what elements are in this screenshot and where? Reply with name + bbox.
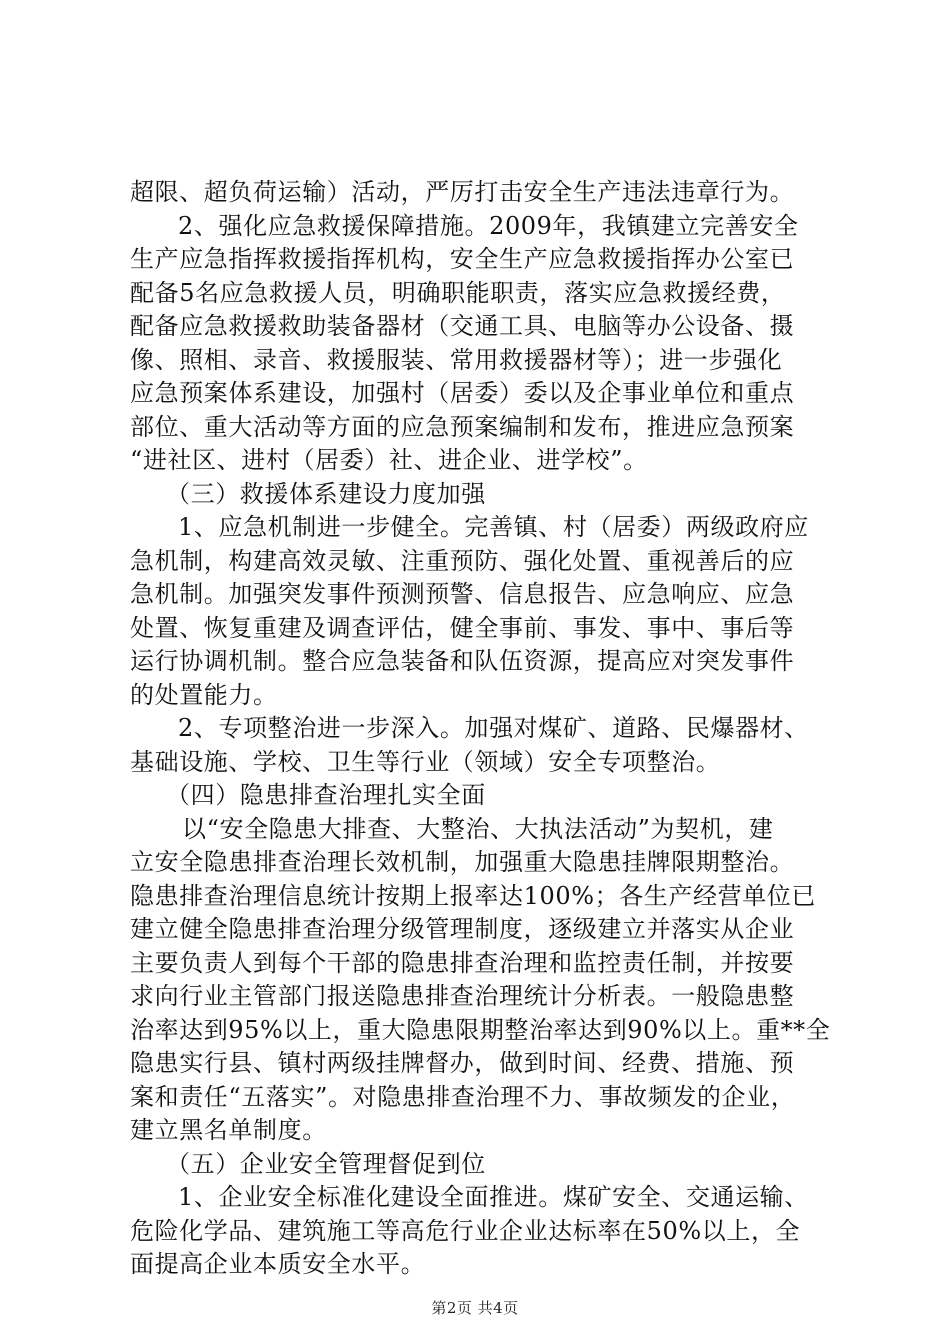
text-line: 生产应急指挥救援指挥机构，安全生产应急救援指挥办公室已 [130,245,795,273]
text-line: 立安全隐患排查治理长效机制，加强重大隐患挂牌限期整治。 [130,848,795,876]
text-line: 案和责任“五落实”。对隐患排查治理不力、事故频发的企业， [130,1082,796,1111]
text-line: （五）企业安全管理督促到位 [166,1149,486,1178]
text-line: 基础设施、学校、卫生等行业（领域）安全专项整治。 [130,747,721,776]
text-line: 配备5名应急救援人员，明确职能职责，落实应急救援经费， [130,278,786,307]
text-line: 建立健全隐患排查治理分级管理制度，逐级建立并落实从企业 [130,915,795,943]
text-line: 面提高企业本质安全水平。 [130,1250,426,1278]
text-line: 超限、超负荷运输）活动，严厉打击安全生产违法违章行为。 [130,178,795,206]
body-text [130,176,830,1282]
text-line: 隐患实行县、镇村两级挂牌督办，做到时间、经费、措施、预 [130,1049,795,1077]
text-line: 配备应急救援救助装备器材（交通工具、电脑等办公设备、摄 [130,312,795,340]
text-line: 运行协调机制。整合应急装备和队伍资源，提高应对突发事件 [130,647,795,675]
text-line: （三）救援体系建设力度加强 [166,479,486,508]
page-footer: 第2页 共4页 [431,1299,519,1317]
text-line: 求向行业主管部门报送隐患排查治理统计分析表。一般隐患整 [130,982,795,1010]
text-line: 处置、恢复重建及调查评估，健全事前、事发、事中、事后等 [130,613,795,642]
text-line: 像、照相、录音、救援服装、常用救援器材等）；进一步强化 [130,345,783,374]
text-line: 主要负责人到每个干部的隐患排查治理和监控责任制，并按要 [130,948,795,977]
text-line: 以“安全隐患大排查、大整治、大执法活动”为契机，建 [182,814,774,843]
text-line: 急机制。加强突发事件预测预警、信息报告、应急响应、应急 [130,580,795,608]
text-line: 2、强化应急救援保障措施。2009年，我镇建立完善安全 [178,211,799,240]
text-line: 治率达到95%以上，重大隐患限期整治率达到90%以上。重**全 [130,1015,831,1044]
text-line: 应急预案体系建设，加强村（居委）委以及企事业单位和重点 [130,379,795,407]
text-line: 建立黑名单制度。 [130,1116,327,1144]
text-line: “进社区、进村（居委）社、进企业、进学校”。 [130,446,648,474]
text-line: 的处置能力。 [130,680,278,709]
text-line: 1、应急机制进一步健全。完善镇、村（居委）两级政府应 [178,513,809,541]
text-line: 隐患排查治理信息统计按期上报率达100%；各生产经营单位已 [130,881,817,910]
text-line: 危险化学品、建筑施工等高危行业企业达标率在50%以上，全 [130,1216,801,1245]
text-line: （四）隐患排查治理扎实全面 [166,781,486,809]
text-line: 急机制，构建高效灵敏、注重预防、强化处置、重视善后的应 [130,546,795,575]
text-line: 1、企业安全标准化建设全面推进。煤矿安全、交通运输、 [178,1183,809,1211]
text-line: 2、专项整治进一步深入。加强对煤矿、道路、民爆器材、 [178,714,809,742]
text-line: 部位、重大活动等方面的应急预案编制和发布，推进应急预案 [130,412,795,441]
